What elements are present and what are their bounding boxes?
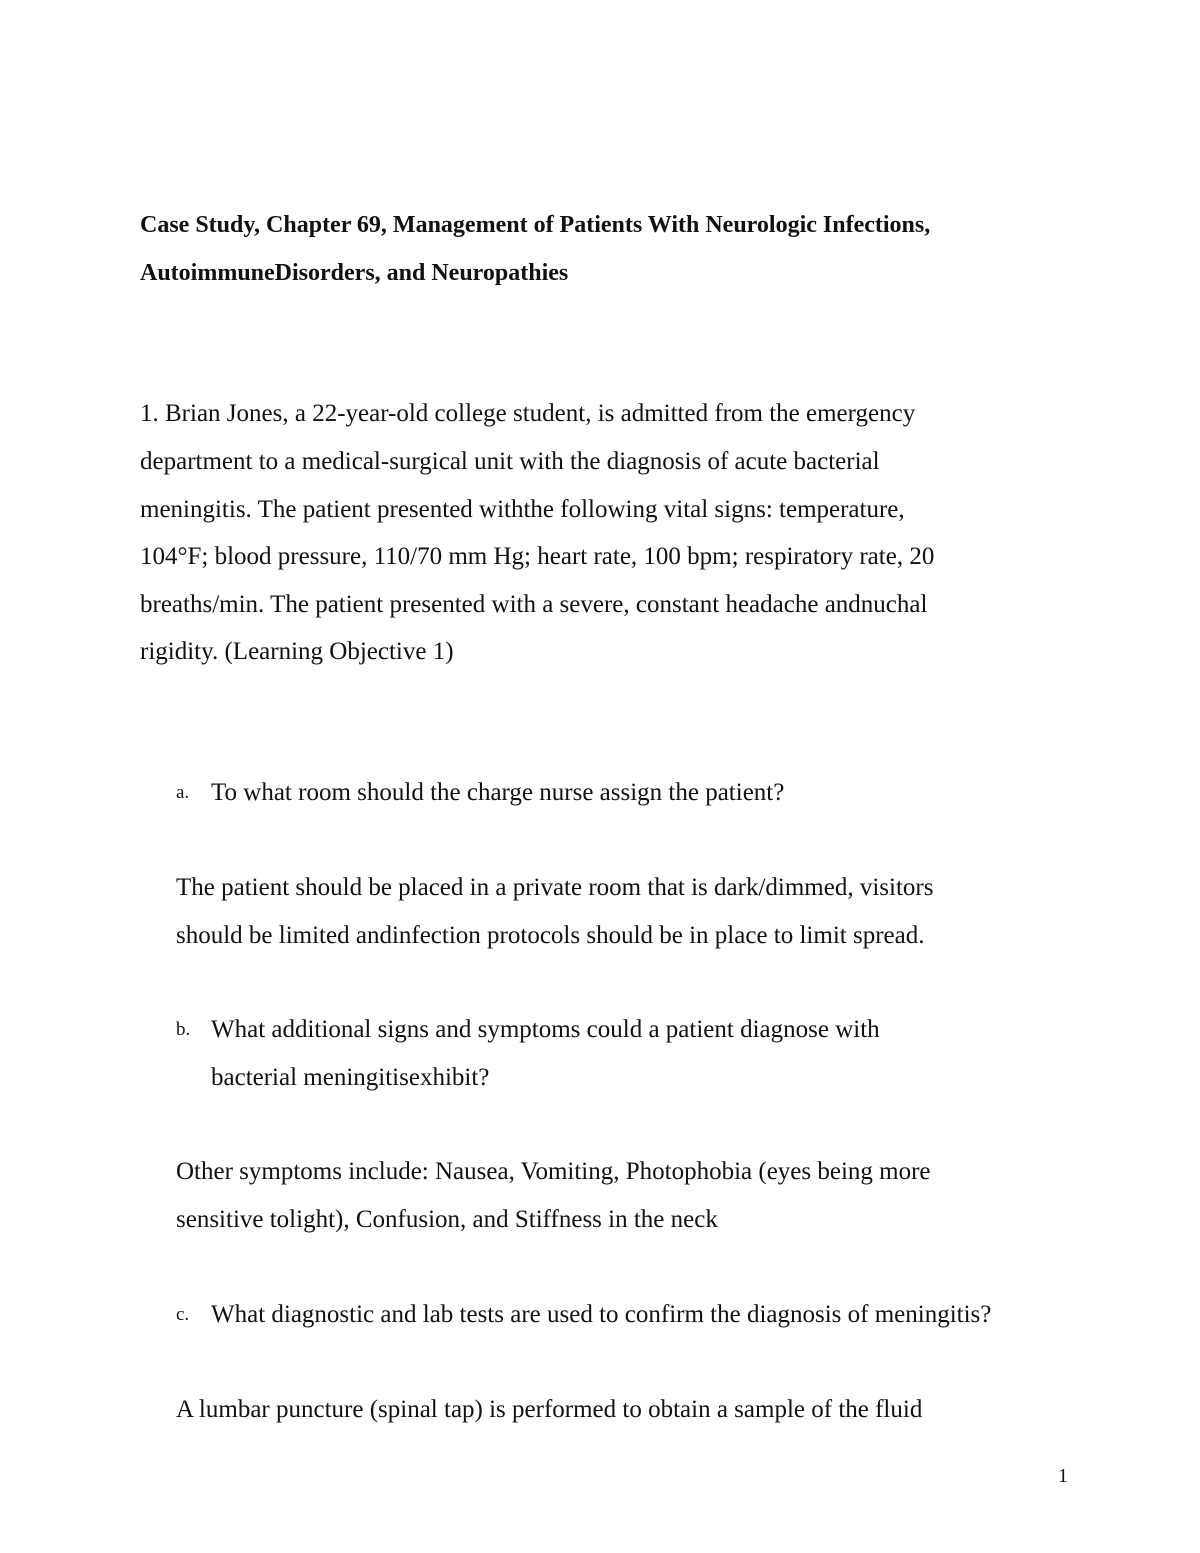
subquestion-letter: b. xyxy=(176,1019,191,1040)
answer-line: A lumbar puncture (spinal tap) is performed to obtain a sample of the fluid xyxy=(176,1396,923,1423)
question-1-line: 104°F; blood pressure, 110/70 mm Hg; heart rate, 100 bpm; respiratory rate, 20 xyxy=(140,543,935,570)
document-title-line-1: Case Study, Chapter 69, Management of Patients With Neurologic Infections, xyxy=(140,212,931,238)
subquestion-letter: c. xyxy=(176,1304,190,1325)
document-title-line-2: AutoimmuneDisorders, and Neuropathies xyxy=(140,260,569,286)
question-1-line: department to a medical-surgical unit with the diagnosis of acute bacterial xyxy=(140,448,880,475)
question-1-line: rigidity. (Learning Objective 1) xyxy=(140,638,454,665)
page-number: 1 xyxy=(1058,1465,1068,1487)
subquestion-text: bacterial meningitisexhibit? xyxy=(211,1064,490,1091)
question-1-line: 1. Brian Jones, a 22-year-old college student, is admitted from the emergency xyxy=(140,400,916,427)
question-1-line: meningitis. The patient presented withthe following vital signs: temperature, xyxy=(140,496,905,523)
subquestion-text: What additional signs and symptoms could a patient diagnose with xyxy=(211,1016,880,1043)
subquestion-letter: a. xyxy=(176,782,190,803)
answer-line: sensitive tolight), Confusion, and Stiffness in the neck xyxy=(176,1206,718,1233)
answer-line: Other symptoms include: Nausea, Vomiting, Photophobia (eyes being more xyxy=(176,1158,931,1185)
answer-line: The patient should be placed in a private room that is dark/dimmed, visitors xyxy=(176,874,934,901)
answer-line: should be limited andinfection protocols should be in place to limit spread. xyxy=(176,922,925,949)
subquestion-text: To what room should the charge nurse assign the patient? xyxy=(211,779,785,806)
question-1-line: breaths/min. The patient presented with a severe, constant headache andnuchal xyxy=(140,591,928,618)
subquestion-text: What diagnostic and lab tests are used to confirm the diagnosis of meningitis? xyxy=(211,1301,992,1328)
